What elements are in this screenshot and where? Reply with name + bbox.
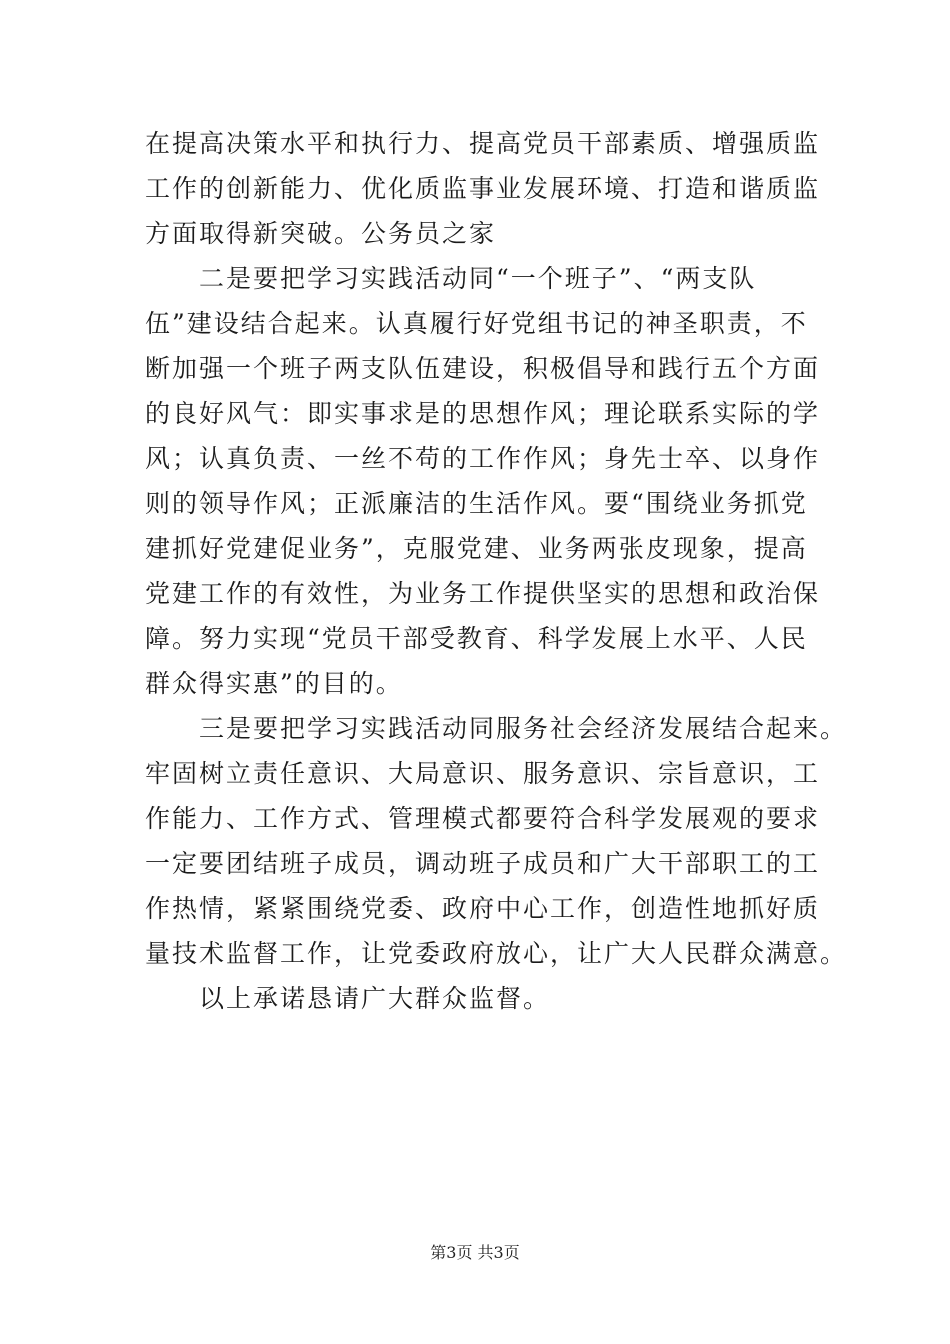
text-line: 一定要团结班子成员，调动班子成员和广大干部职工的工 bbox=[145, 849, 821, 878]
text-line: 方面取得新突破。公务员之家 bbox=[145, 219, 497, 248]
text-line: 则的领导作风；正派廉洁的生活作风。要“围绕业务抓党 bbox=[145, 489, 808, 518]
text-line: 障。努力实现“党员干部受教育、科学发展上水平、人民 bbox=[145, 624, 808, 653]
text-line: 量技术监督工作，让党委政府放心，让广大人民群众满意。 bbox=[145, 939, 848, 968]
text-line: 群众得实惠”的目的。 bbox=[145, 669, 403, 698]
text-line: 党建工作的有效性，为业务工作提供坚实的思想和政治保 bbox=[145, 579, 821, 608]
page-footer bbox=[0, 1242, 950, 1264]
text-line: 以上承诺恳请广大群众监督。 bbox=[145, 984, 551, 1013]
text-line: 三是要把学习实践活动同服务社会经济发展结合起来。 bbox=[145, 714, 848, 743]
text-line: 牢固树立责任意识、大局意识、服务意识、宗旨意识，工 bbox=[145, 759, 821, 788]
text-line: 的良好风气：即实事求是的思想作风；理论联系实际的学 bbox=[145, 399, 821, 428]
text-line: 二是要把学习实践活动同“一个班子”、“两支队 bbox=[145, 264, 757, 293]
text-line: 风；认真负责、一丝不苟的工作作风；身先士卒、以身作 bbox=[145, 444, 821, 473]
text-line: 在提高决策水平和执行力、提高党员干部素质、增强质监 bbox=[145, 129, 821, 158]
page-number: 第3页 共3页 bbox=[430, 1243, 520, 1262]
document-body bbox=[145, 121, 848, 1021]
text-line: 作能力、工作方式、管理模式都要符合科学发展观的要求 bbox=[145, 804, 821, 833]
text-line: 建抓好党建促业务”，克服党建、业务两张皮现象，提高 bbox=[145, 534, 808, 563]
text-line: 伍”建设结合起来。认真履行好党组书记的神圣职责，不 bbox=[145, 309, 808, 338]
text-line: 断加强一个班子两支队伍建设，积极倡导和践行五个方面 bbox=[145, 354, 821, 383]
text-line: 工作的创新能力、优化质监事业发展环境、打造和谐质监 bbox=[145, 174, 821, 203]
text-line: 作热情，紧紧围绕党委、政府中心工作，创造性地抓好质 bbox=[145, 894, 821, 923]
